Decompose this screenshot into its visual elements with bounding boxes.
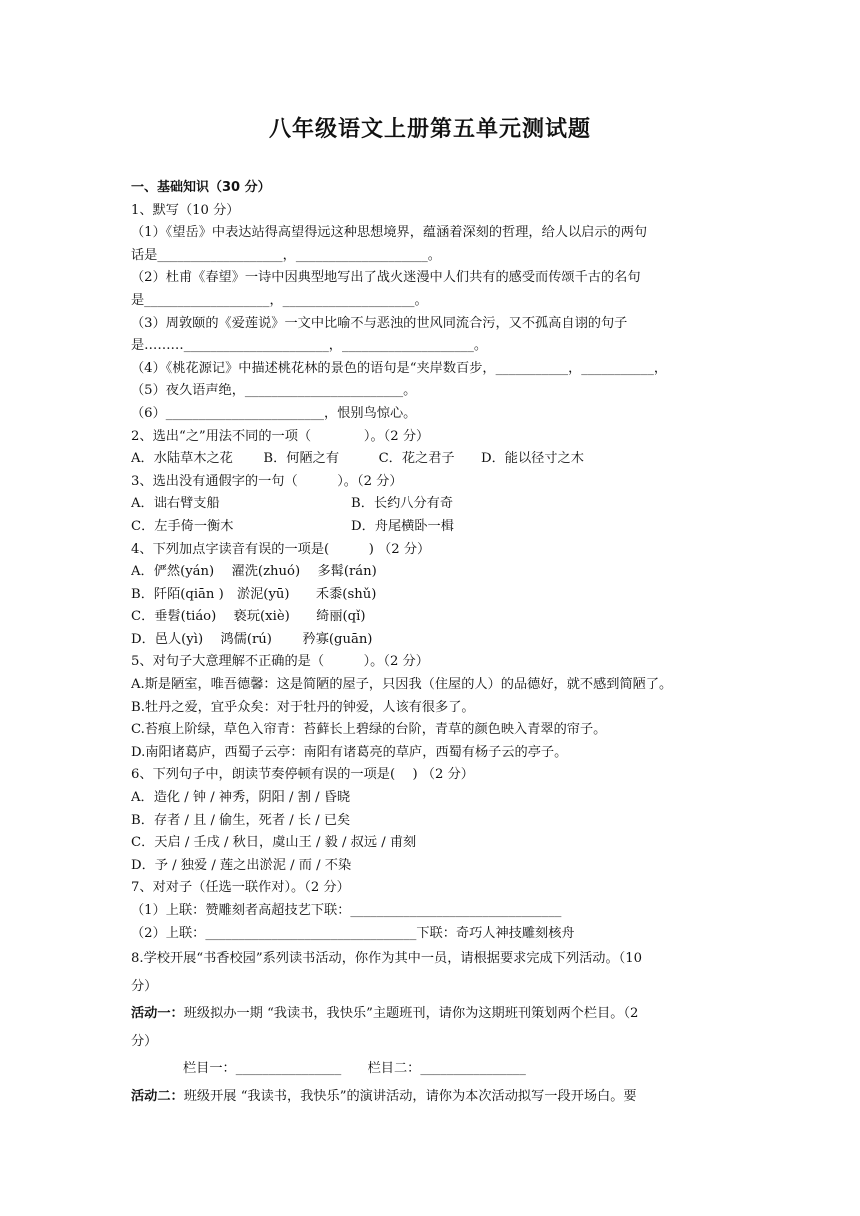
option-left: A．诎右臂支船: [131, 496, 220, 512]
text-line: 2、选出“之”用法不同的一项（ ）。（2 分）: [131, 428, 430, 444]
text-line: 是___________________，____________________。: [131, 292, 428, 308]
text-line: （1）《望岳》中表达站得高望得远这种思想境界，蕴涵着深刻的哲理，给人以启示的两句: [131, 225, 648, 241]
option-right: D．舟尾横卧一楫: [351, 518, 454, 534]
text-line: （4）《桃花源记》中描述桃花林的景色的语句是“夹岸数百步，___________，___________，: [131, 360, 668, 376]
text-line: （2）杜甫《春望》一诗中因典型地写出了战火迷漫中人们共有的感受而传颂千古的名句: [131, 270, 641, 286]
text-line: [131, 516, 736, 539]
text-line: 栏目一：________________ 栏目二：________________: [183, 1061, 526, 1077]
text-line: （5）夜久语声绝，________________________。: [131, 383, 417, 399]
text-line: 6、下列句子中，朗读节奏停顿有误的一项是( ) （2 分）: [131, 767, 474, 783]
document-title: 八年级语文上册第五单元测试题: [268, 117, 591, 142]
text-line: 3、选出没有通假字的一句（ ）。（2 分）: [131, 473, 403, 489]
option-right: B．长约八分有奇: [351, 496, 454, 512]
activity-text: 班级拟办一期 “我读书，我快乐”主题班刊，请你为这期班刊策划两个栏目。（2: [183, 1006, 639, 1022]
text-line: 7、对对子（任选一联作对）。（2 分）: [131, 880, 350, 896]
text-line: 分）: [131, 1033, 158, 1049]
text-line: （2）上联：________________________________下联：奇巧人神技雕刻核舟: [131, 925, 575, 941]
text-line: 一、基础知识（30 分）: [131, 180, 271, 195]
text-line: D．邑人(yì) 鸿儒(rú) 矜寡(guān): [131, 631, 373, 647]
text-line: A.斯是陋室，唯吾德馨：这是简陋的屋子，只因我（住屋的人）的品德好，就不感到简陋了。: [131, 677, 673, 693]
text-line: D.南阳诸葛庐，西蜀子云亭：南阳有诸葛亮的草庐，西蜀有杨子云的亭子。: [131, 744, 568, 760]
text-line: 是………______________________，____________________。: [131, 338, 488, 354]
text-line: B．存者 / 且 / 偷生，死者 / 长 / 已矣: [131, 812, 351, 828]
text-line: 4、下列加点字读音有误的一项是( ) （2 分）: [131, 541, 431, 557]
text-line: A．造化 / 钟 / 神秀，阴阳 / 割 / 昏晓: [131, 790, 351, 806]
text-line: C．垂髫(tiáo) 亵玩(xiè) 绮丽(qǐ): [131, 609, 366, 625]
text-line: B．阡陌(qiān ) 淤泥(yū) 禾黍(shǔ): [131, 586, 377, 602]
text-line: D．予 / 独爱 / 莲之出淤泥 / 而 / 不染: [131, 857, 352, 873]
text-line: A．水陆草木之花 B．何陋之有 C．花之君子 D．能以径寸之木: [131, 451, 584, 467]
text-line: （6）________________________，恨别鸟惊心。: [131, 405, 417, 421]
text-line: [131, 1000, 736, 1028]
text-line: B.牡丹之爱，宜乎众矣：对于牡丹的钟爱，人该有很多了。: [131, 699, 475, 715]
activity-label: 活动二：: [131, 1088, 184, 1104]
text-line: 5、对句子大意理解不正确的是（ ）。（2 分）: [131, 654, 429, 670]
text-line: C．天启 / 壬戌 / 秋日，虞山王 / 毅 / 叔远 / 甫刻: [131, 835, 417, 851]
text-line: 8.学校开展“书香校园”系列读书活动，你作为其中一员，请根据要求完成下列活动。（10: [131, 951, 642, 967]
activity-text: 班级开展 “我读书，我快乐”的演讲活动，请你为本次活动拟写一段开场白。要: [183, 1088, 637, 1104]
text-line: 1、默写（10 分）: [131, 202, 240, 218]
text-line: （3）周敦颐的《爱莲说》一文中比喻不与恶浊的世风同流合污，又不孤高自诩的句子: [131, 315, 628, 331]
document-body: [131, 177, 736, 1110]
text-line: C.苔痕上阶绿，草色入帘青：苔藓长上碧绿的台阶，青草的颜色映入青翠的帘子。: [131, 722, 607, 738]
text-line: A．俨然(yán) 濯洗(zhuó) 多髯(rán): [131, 564, 377, 580]
activity-label: 活动一：: [131, 1006, 184, 1022]
text-line: [131, 1083, 736, 1111]
text-line: 分）: [131, 978, 158, 994]
text-line: [131, 493, 736, 516]
text-line: 话是___________________，____________________。: [131, 247, 441, 263]
option-left: C．左手倚一衡木: [131, 518, 234, 534]
text-line: （1）上联：赞雕刻者高超技艺下联：________________________________: [131, 903, 562, 918]
